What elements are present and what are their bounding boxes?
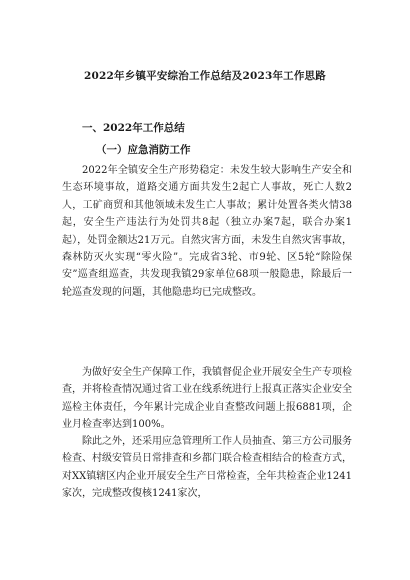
document-title: 2022年乡镇平安综治工作总结及2023年工作思路 (84, 70, 326, 82)
body-paragraph: 2022年全镇安全生产形势稳定：未发生较大影响生产安全和生态环境事故，道路交通方面共发生2起亡人事故，死亡人数2人，工矿商贸和其他领域未发生亡人事故；累计处置各类火情38起，安全生产违法行为处罚共8起（独立办案7起，联合办案1起），处罚金额达21万元。自然灾害方面，未发生自然灾害事故，森林防灭火实现“零火险”。完成省3轮、市9轮、区5轮“除险保安”巡查组巡查，共发现我镇29家单位68项一般隐患，除最后一轮巡查发现的问题，其他隐患均已完成整改。 (62, 165, 352, 298)
body-paragraph: 为做好安全生产保障工作，我镇督促企业开展安全生产专项检查，并将检查情况通过省工业在线系统进行上报真正落实企业安全巡检主体责任，今年累计完成企业自查整改问题上报6881项，企业月检查率达到100%。 (62, 367, 352, 431)
section-heading: 一、2022年工作总结 (82, 122, 185, 134)
subsection-heading: （一）应急消防工作 (96, 144, 191, 156)
body-paragraph: 除此之外，还采用应急管理所工作人员抽查、第三方公司服务检查、村级安管员日常排查和乡都门联合检查相结合的检查方式，对XX镇辖区内企业开展安全生产日常检查，全年共检查企业1241家次，完成整改復核1241家次， (62, 436, 352, 500)
